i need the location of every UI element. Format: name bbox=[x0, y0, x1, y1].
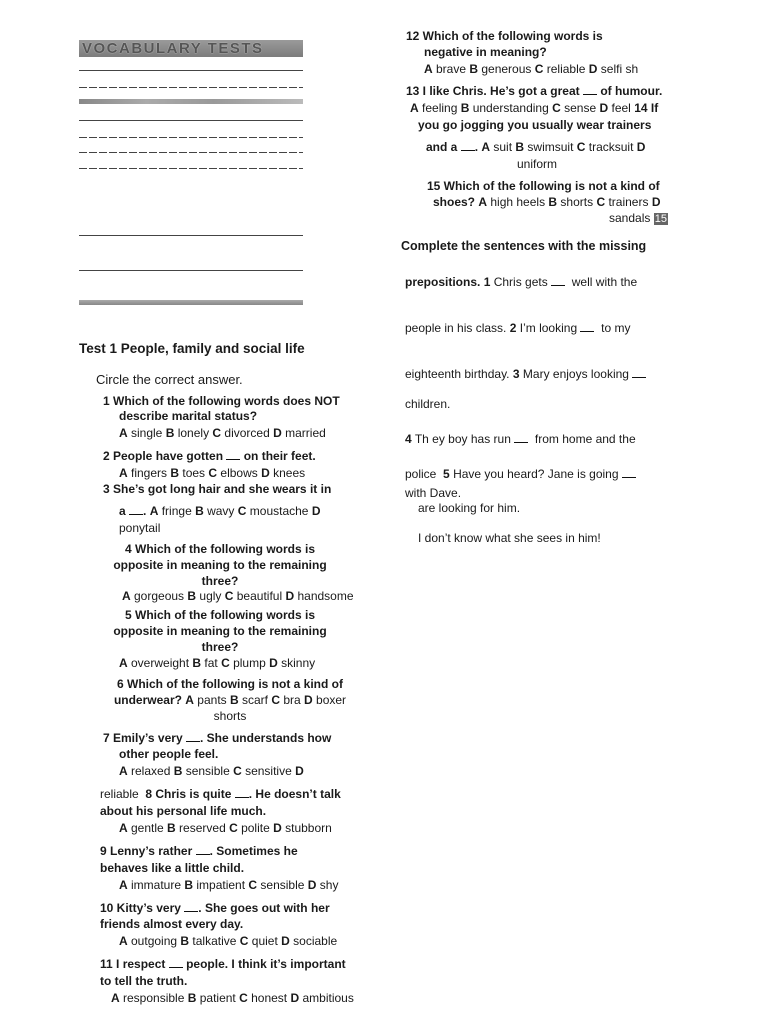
answer-blank[interactable] bbox=[235, 787, 249, 798]
page-marker: 15 bbox=[654, 213, 667, 225]
option-letter: C bbox=[239, 991, 248, 1005]
q5-stem: 5 Which of the following words is opposite in meaning to the remaining three? bbox=[113, 608, 327, 655]
answer-blank[interactable] bbox=[169, 957, 183, 968]
option-letter: B bbox=[170, 466, 180, 480]
option-letter: C bbox=[221, 656, 230, 670]
prep-sentence-4-end: are looking for him. bbox=[418, 501, 521, 515]
q2-options[interactable] bbox=[119, 465, 305, 481]
option-text[interactable]: single bbox=[127, 426, 166, 440]
option-letter: B bbox=[460, 101, 470, 115]
option-text[interactable]: moustache bbox=[246, 504, 309, 518]
answer-line bbox=[79, 270, 303, 271]
option-text[interactable]: skinny bbox=[277, 656, 316, 670]
q9-stem: 9 Lenny’s rather . Sometimes he bbox=[100, 844, 298, 858]
option-text[interactable]: trainers bbox=[605, 195, 649, 209]
option-letter: A bbox=[119, 934, 128, 948]
option-text[interactable]: boxer bbox=[312, 693, 347, 708]
option-letter: D bbox=[285, 589, 295, 603]
option-text[interactable]: talkative bbox=[189, 934, 240, 948]
q13-options[interactable]: A feeling B understanding C sense D feel 14 If bbox=[410, 101, 659, 115]
prep-sentence-5-end: with Dave. bbox=[405, 486, 462, 500]
option-letter: C bbox=[224, 589, 234, 603]
answer-line bbox=[79, 70, 303, 71]
option-letter: A bbox=[481, 140, 491, 154]
option-text[interactable]: outgoing bbox=[127, 934, 181, 948]
q15-option-d-label[interactable]: sandals bbox=[609, 211, 651, 225]
option-letter: A bbox=[119, 466, 128, 480]
answer-line bbox=[79, 235, 303, 236]
option-letter: C bbox=[248, 878, 258, 892]
prep-sentence-4: 4 Th ey boy has run from home and the bbox=[405, 432, 636, 446]
option-letter: D bbox=[304, 693, 313, 708]
option-letter: B bbox=[167, 821, 176, 835]
q1-options[interactable] bbox=[119, 425, 326, 441]
option-text[interactable]: elbows bbox=[217, 466, 262, 480]
q11-stem: to tell the truth. bbox=[100, 974, 188, 988]
option-letter: A bbox=[119, 821, 128, 835]
option-letter: D bbox=[311, 504, 321, 518]
option-text[interactable]: immature bbox=[127, 878, 185, 892]
answer-line bbox=[79, 137, 303, 138]
q7-stem: 7 Emily’s very . She understands how bbox=[103, 731, 332, 745]
q9-stem: behaves like a little child. bbox=[100, 861, 245, 875]
q7-options[interactable]: A relaxed B sensible C sensitive D bbox=[119, 764, 304, 778]
option-letter: C bbox=[534, 62, 544, 76]
option-letter: D bbox=[599, 101, 609, 115]
option-text[interactable]: reserved bbox=[175, 821, 230, 835]
answer-blank[interactable] bbox=[129, 504, 143, 515]
prep-sentence-1: prepositions. 1 Chris gets well with the bbox=[405, 275, 638, 289]
q3-option-d[interactable]: ponytail bbox=[119, 521, 161, 535]
option-letter: A bbox=[111, 991, 120, 1005]
option-letter: D bbox=[588, 62, 598, 76]
option-text[interactable]: sociable bbox=[289, 934, 338, 948]
option-text[interactable]: polite bbox=[237, 821, 274, 835]
option-letter: B bbox=[184, 878, 194, 892]
answer-blank[interactable] bbox=[461, 140, 475, 151]
option-letter: B bbox=[173, 764, 183, 778]
q14-stem: and a . A suit B swimsuit C tracksuit D bbox=[426, 140, 646, 154]
option-text[interactable]: pants bbox=[193, 693, 230, 708]
q9-options[interactable] bbox=[119, 877, 338, 893]
option-text[interactable]: knees bbox=[269, 466, 306, 480]
test-instruction: Circle the correct answer. bbox=[96, 372, 243, 387]
q5-options[interactable] bbox=[119, 655, 315, 671]
option-letter: A bbox=[185, 693, 194, 708]
option-text[interactable]: handsome bbox=[294, 589, 354, 603]
prep-sentence-2: people in his class. 2 I’m looking to my bbox=[405, 321, 631, 335]
option-letter: B bbox=[515, 140, 525, 154]
answer-line bbox=[79, 152, 303, 153]
prep-sentence-3: eighteenth birthday. 3 Mary enjoys looking bbox=[405, 366, 646, 382]
option-text[interactable]: high heels bbox=[487, 195, 549, 209]
option-text[interactable]: bra bbox=[280, 693, 305, 708]
option-text[interactable]: shy bbox=[316, 878, 339, 892]
option-text[interactable]: understanding bbox=[469, 101, 553, 115]
option-text[interactable]: sense bbox=[560, 101, 600, 115]
q11-stem: 11 I respect people. I think it’s important bbox=[100, 957, 346, 971]
answer-blank[interactable] bbox=[514, 432, 528, 443]
option-letter: C bbox=[237, 504, 247, 518]
option-letter: C bbox=[552, 101, 561, 115]
option-text[interactable]: stubborn bbox=[281, 821, 332, 835]
option-text[interactable]: suit bbox=[490, 140, 516, 154]
option-letter: D bbox=[273, 821, 282, 835]
q14-stem: you go jogging you usually wear trainers bbox=[418, 118, 652, 132]
option-letter: D bbox=[281, 934, 290, 948]
option-text[interactable]: ambitious bbox=[299, 991, 354, 1005]
option-letter: D bbox=[307, 878, 317, 892]
q14-options[interactable] bbox=[481, 140, 633, 154]
option-letter: A bbox=[149, 504, 159, 518]
option-letter: A bbox=[119, 764, 128, 778]
option-text[interactable]: feeling bbox=[418, 101, 461, 115]
answer-line bbox=[79, 168, 303, 169]
q15-option-d bbox=[609, 210, 668, 227]
option-letter: C bbox=[229, 821, 238, 835]
answer-line bbox=[79, 99, 303, 104]
answer-blank[interactable] bbox=[551, 275, 565, 286]
q6-stem: 6 Which of the following is not a kind of underwear? A pants B scarf C bra D boxer shorts bbox=[100, 676, 360, 725]
option-text[interactable]: divorced bbox=[221, 426, 274, 440]
option-letter: A bbox=[478, 195, 488, 209]
q3-options[interactable] bbox=[150, 504, 309, 518]
answer-line bbox=[79, 300, 303, 305]
option-text[interactable]: relaxed bbox=[127, 764, 174, 778]
q6-option-tail[interactable]: shorts bbox=[213, 709, 247, 724]
q10-stem: friends almost every day. bbox=[100, 917, 244, 931]
option-text[interactable]: quiet bbox=[248, 934, 282, 948]
q3-stem: 3 She’s got long hair and she wears it in bbox=[103, 482, 332, 496]
option-text[interactable]: toes bbox=[179, 466, 209, 480]
option-text[interactable]: tracksuit bbox=[585, 140, 634, 154]
answer-blank[interactable] bbox=[632, 367, 646, 378]
option-text[interactable]: patient bbox=[196, 991, 240, 1005]
option-text[interactable]: lonely bbox=[174, 426, 213, 440]
option-text[interactable]: plump bbox=[229, 656, 270, 670]
option-text[interactable]: feel bbox=[608, 101, 631, 115]
q8-stem: about his personal life much. bbox=[100, 804, 267, 818]
option-text[interactable]: wavy bbox=[203, 504, 238, 518]
option-text[interactable]: fingers bbox=[127, 466, 171, 480]
answer-blank[interactable] bbox=[184, 901, 198, 912]
option-text[interactable]: fat bbox=[201, 656, 222, 670]
option-letter: B bbox=[192, 656, 202, 670]
option-text[interactable]: gentle bbox=[127, 821, 168, 835]
prep-sentence-5-tail: I don’t know what she sees in him! bbox=[418, 531, 601, 545]
q8-stem: reliable 8 Chris is quite . He doesn’t talk bbox=[100, 787, 341, 801]
option-text[interactable]: scarf bbox=[238, 693, 272, 708]
q2-stem: 2 People have gotten on their feet. bbox=[103, 449, 316, 463]
option-letter: A bbox=[122, 589, 131, 603]
option-letter: B bbox=[195, 504, 204, 518]
option-text[interactable]: swimsuit bbox=[524, 140, 577, 154]
option-letter: B bbox=[165, 426, 175, 440]
option-letter: A bbox=[424, 62, 433, 76]
option-text[interactable]: gorgeous bbox=[130, 589, 188, 603]
answer-line bbox=[79, 120, 303, 121]
answer-blank[interactable] bbox=[580, 321, 594, 332]
option-text[interactable]: selfi sh bbox=[597, 62, 639, 76]
q15-stem: shoes? A high heels B shorts C trainers D bbox=[433, 195, 661, 209]
option-letter: D bbox=[273, 426, 282, 440]
option-text[interactable]: ugly bbox=[196, 589, 225, 603]
option-letter: C bbox=[596, 195, 606, 209]
q4-options[interactable] bbox=[122, 588, 354, 604]
q11-options[interactable] bbox=[111, 990, 354, 1006]
option-text[interactable]: sensitive bbox=[241, 764, 292, 778]
option-letter: C bbox=[239, 934, 249, 948]
q12-options[interactable] bbox=[424, 61, 638, 77]
option-letter: B bbox=[548, 195, 558, 209]
prep-sentence-5: police 5 Have you heard? Jane is going bbox=[405, 466, 636, 482]
option-letter: A bbox=[119, 878, 128, 892]
option-letter: D bbox=[269, 656, 278, 670]
option-letter: C bbox=[271, 693, 281, 708]
q3-stem: a . A fringe B wavy C moustache D bbox=[119, 504, 321, 518]
option-text[interactable]: beautiful bbox=[233, 589, 286, 603]
q7-option-d[interactable]: reliable bbox=[100, 787, 139, 801]
option-letter: C bbox=[233, 764, 242, 778]
option-letter: B bbox=[230, 693, 239, 708]
answer-blank[interactable] bbox=[622, 467, 636, 478]
q10-stem: 10 Kitty’s very . She goes out with her bbox=[100, 901, 330, 915]
q6-options[interactable] bbox=[185, 693, 346, 707]
q15-stem: 15 Which of the following is not a kind of bbox=[427, 179, 660, 193]
answer-blank[interactable] bbox=[186, 731, 200, 742]
option-text[interactable]: reliable bbox=[543, 62, 589, 76]
option-letter: D bbox=[290, 991, 300, 1005]
option-text[interactable]: responsible bbox=[119, 991, 188, 1005]
option-letter: A bbox=[119, 426, 128, 440]
q1-stem: 1 Which of the following words does NOT bbox=[103, 394, 340, 408]
prep-sentence-3-end: children. bbox=[405, 397, 451, 411]
q8-options[interactable] bbox=[119, 820, 332, 836]
q14-option-d[interactable]: uniform bbox=[517, 157, 558, 171]
q12-stem: 12 Which of the following words is bbox=[406, 29, 603, 43]
option-letter: B bbox=[187, 991, 197, 1005]
option-letter: C bbox=[208, 466, 218, 480]
option-text[interactable]: shorts bbox=[557, 195, 597, 209]
q1-stem: describe marital status? bbox=[119, 409, 258, 423]
option-text[interactable]: overweight bbox=[127, 656, 193, 670]
answer-blank[interactable] bbox=[226, 449, 240, 460]
option-letter: B bbox=[187, 589, 197, 603]
option-letter: B bbox=[180, 934, 190, 948]
answer-blank[interactable] bbox=[583, 84, 597, 95]
q7-stem: other people feel. bbox=[119, 747, 219, 761]
option-text[interactable]: generous bbox=[478, 62, 535, 76]
q15-options[interactable] bbox=[478, 195, 648, 209]
option-letter: C bbox=[212, 426, 222, 440]
option-text[interactable]: impatient bbox=[193, 878, 249, 892]
option-text[interactable]: fringe bbox=[158, 504, 196, 518]
prepositions-instruction: Complete the sentences with the missing bbox=[401, 239, 647, 253]
answer-line bbox=[79, 87, 303, 88]
option-text[interactable]: married bbox=[281, 426, 326, 440]
option-text[interactable]: sensible bbox=[182, 764, 234, 778]
q13-stem: 13 I like Chris. He’s got a great of humour. bbox=[406, 84, 663, 98]
header-title: VOCABULARY TESTS bbox=[82, 40, 264, 57]
option-text[interactable]: honest bbox=[247, 991, 291, 1005]
option-letter: A bbox=[410, 101, 419, 115]
option-text[interactable]: brave bbox=[432, 62, 470, 76]
option-text[interactable]: sensible bbox=[257, 878, 308, 892]
option-letter: C bbox=[576, 140, 586, 154]
option-letter: D bbox=[261, 466, 270, 480]
answer-blank[interactable] bbox=[196, 844, 210, 855]
q12-stem: negative in meaning? bbox=[424, 45, 547, 59]
q4-stem: 4 Which of the following words is opposite in meaning to the remaining three? bbox=[113, 542, 327, 589]
test-title: Test 1 People, family and social life bbox=[79, 341, 305, 356]
option-letter: A bbox=[119, 656, 128, 670]
option-letter: B bbox=[469, 62, 479, 76]
q10-options[interactable] bbox=[119, 933, 337, 949]
